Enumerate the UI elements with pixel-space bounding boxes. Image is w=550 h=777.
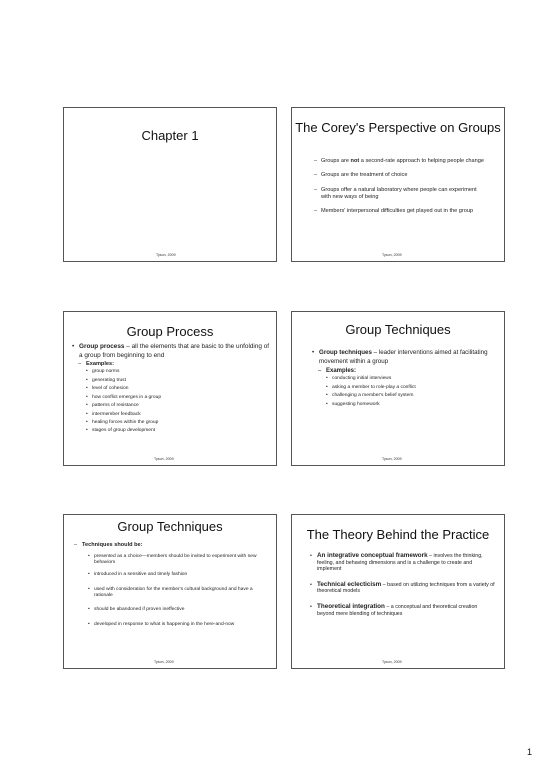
sub-heading: – Examples: bbox=[78, 361, 272, 368]
sub-heading: – Techniques should be: bbox=[74, 542, 269, 549]
list-item: • Technical eclecticism – based on utilizing techniques from a variety of theoretical models bbox=[310, 582, 495, 595]
slide-footer: Tyson, 2009 bbox=[156, 253, 176, 257]
page-number: 1 bbox=[526, 747, 532, 757]
list-item: • Theoretical integration – a conceptual and theoretical creation beyond mere blending of techniques bbox=[310, 604, 495, 617]
list-item: – Groups offer a natural laboratory where people can experiment with new ways of being bbox=[314, 187, 486, 202]
list-item: • stages of group development bbox=[86, 427, 272, 435]
slide-title: The Corey's Perspective on Groups bbox=[295, 120, 501, 135]
list-item: • introduced in a sensitive and timely fashion bbox=[88, 572, 269, 578]
list-item: – Groups are the treatment of choice bbox=[314, 172, 486, 179]
slide-group-techniques bbox=[291, 311, 505, 466]
slide-footer: Tyson, 2009 bbox=[382, 457, 402, 461]
list-item: • intermember feedback bbox=[86, 411, 272, 419]
slide-title: Group Techniques bbox=[345, 322, 451, 337]
list-item: • should be abandoned if proven ineffective bbox=[88, 607, 269, 613]
slide-chapter-1 bbox=[63, 107, 277, 262]
slide-group-process bbox=[63, 311, 277, 466]
slide-footer: Tyson, 2009 bbox=[382, 253, 402, 257]
list-item: • Group process – all the elements that are basic to the unfolding of a group from beginning to end bbox=[72, 343, 272, 360]
list-item: • patterns of resistance bbox=[86, 402, 272, 410]
list-item: • Group techniques – leader interventions aimed at facilitating movement within a group bbox=[312, 349, 492, 366]
slide-body bbox=[314, 158, 486, 222]
list-item: • how conflict emerges in a group bbox=[86, 394, 272, 402]
slide-title: The Theory Behind the Practice bbox=[306, 527, 490, 542]
list-item: • developed in response to what is happening in the here-and-now bbox=[88, 622, 269, 628]
list-item: • healing forces within the group bbox=[86, 419, 272, 427]
slide-footer: Tyson, 2009 bbox=[154, 660, 174, 664]
slide-corey-perspective bbox=[291, 107, 505, 262]
slide-body bbox=[72, 343, 272, 436]
slide-title: Group Process bbox=[126, 324, 214, 339]
list-item: • An integrative conceptual framework – involves the thinking, feeling, and behaving dimensions and is a challenge to create and implement bbox=[310, 553, 495, 573]
sub-heading: – Examples: bbox=[318, 368, 492, 375]
list-item: • level of cohesion bbox=[86, 385, 272, 393]
slide-body bbox=[312, 349, 492, 409]
slide-body bbox=[310, 553, 495, 617]
slide-title: Group Techniques bbox=[117, 519, 223, 534]
list-item: • generating trust bbox=[86, 377, 272, 385]
list-item: • suggesting homework bbox=[326, 401, 492, 409]
list-item: – Groups are not a second-rate approach to helping people change bbox=[314, 158, 486, 165]
slide-footer: Tyson, 2009 bbox=[382, 660, 402, 664]
list-item: • presented as a choice—members should be invited to experiment with new behaviors bbox=[88, 554, 269, 566]
list-item: • group norms bbox=[86, 368, 272, 376]
slide-title: Chapter 1 bbox=[141, 128, 199, 143]
list-item: • asking a member to role-play a conflict bbox=[326, 384, 492, 392]
list-item: – Members' interpersonal difficulties get played out in the group bbox=[314, 208, 486, 215]
list-item: • used with consideration for the member's cultural background and have a rationale bbox=[88, 587, 269, 599]
slide-group-techniques-2 bbox=[63, 514, 277, 669]
list-item: • conducting initial interviews bbox=[326, 375, 492, 383]
slide-footer: Tyson, 2009 bbox=[154, 457, 174, 461]
list-item: • challenging a member's belief system bbox=[326, 392, 492, 400]
slide-theory-behind-practice bbox=[291, 514, 505, 669]
slide-body bbox=[74, 542, 269, 628]
